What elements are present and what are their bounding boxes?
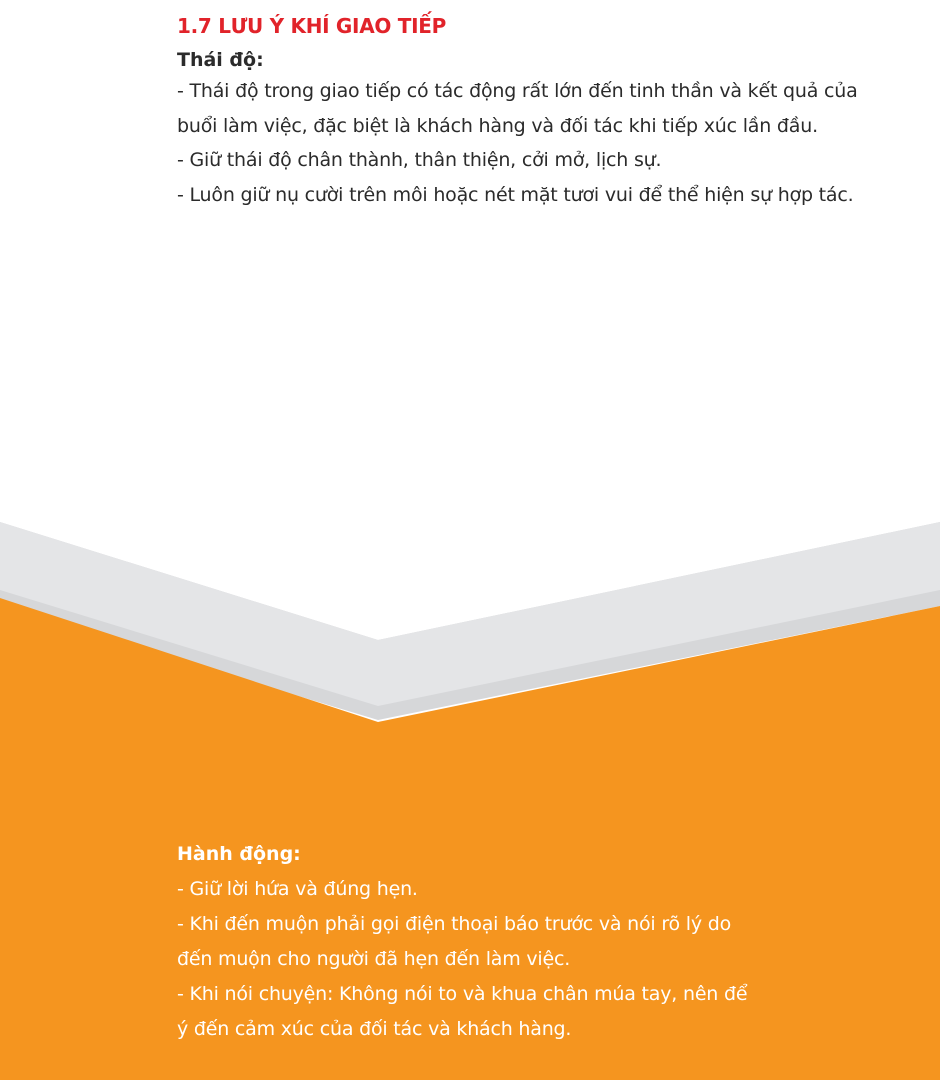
attitude-line: - Thái độ trong giao tiếp có tác động rất lớn đến tinh thần và kết quả của bbox=[177, 80, 858, 102]
action-line: - Khi nói chuyện: Không nói to và khua chân múa tay, nên để bbox=[177, 983, 748, 1005]
action-line: - Giữ lời hứa và đúng hẹn. bbox=[177, 878, 418, 900]
action-subheading: Hành động: bbox=[177, 843, 301, 865]
action-section bbox=[177, 840, 777, 1047]
attitude-line: buổi làm việc, đặc biệt là khách hàng và đối tác khi tiếp xúc lần đầu. bbox=[177, 114, 818, 137]
action-line: ý đến cảm xúc của đối tác và khách hàng. bbox=[177, 1018, 572, 1040]
attitude-line: - Luôn giữ nụ cười trên môi hoặc nét mặt tươi vui để thể hiện sự hợp tác. bbox=[177, 183, 854, 206]
action-line: - Khi đến muộn phải gọi điện thoại báo trước và nói rõ lý do bbox=[177, 913, 732, 935]
attitude-line: - Giữ thái độ chân thành, thân thiện, cởi mở, lịch sự. bbox=[177, 149, 662, 171]
action-line: đến muộn cho người đã hẹn đến làm việc. bbox=[177, 948, 571, 970]
section-title: 1.7 LƯU Ý KHÍ GIAO TIẾP bbox=[177, 14, 446, 38]
attitude-section bbox=[177, 12, 897, 212]
attitude-subheading: Thái độ: bbox=[177, 49, 264, 71]
